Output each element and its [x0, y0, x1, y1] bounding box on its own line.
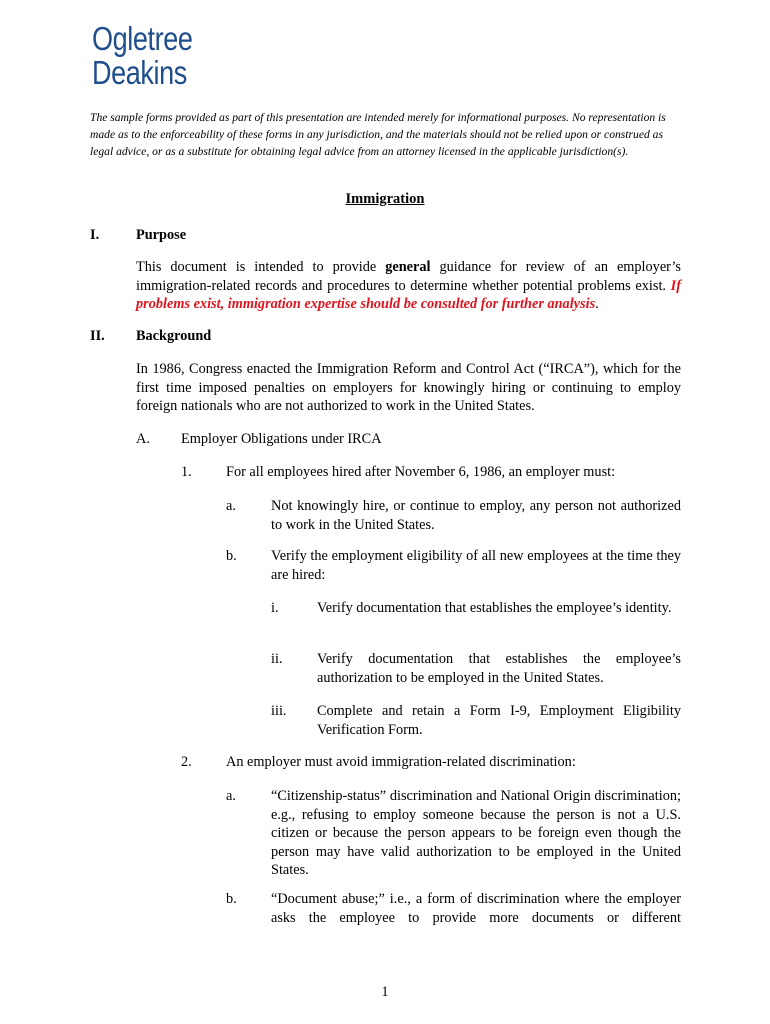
section-1-paragraph [136, 258, 681, 314]
purpose-text-start: This document is intended to provide [136, 259, 386, 275]
company-logo [92, 22, 193, 90]
item-2-text: An employer must avoid immigration-related discrimination: [226, 754, 576, 770]
section-1-heading: Purpose [136, 227, 187, 243]
item-ii-text: Verify documentation that establishes the employee’s authorization to be employed in the United States. [317, 651, 681, 686]
item-iii-text: Complete and retain a Form I-9, Employment Eligibility Verification Form. [317, 703, 681, 738]
section-1-number: I. [90, 227, 100, 243]
disclaimer: The sample forms provided as part of this presentation are intended merely for informational purposes. No representation is made as to the enforceability of these forms in any jurisdiction, and the materials should not be relied upon or construed as legal advice, or as a substitute for obtaining legal advice from an attorney licensed in the applicable jurisdiction(s). [90, 111, 666, 158]
section-2-paragraph: In 1986, Congress enacted the Immigration Reform and Control Act (“IRCA”), which for the first time imposed penalties on employers for knowingly hiring or continuing to employ foreign nationals who are not authorized to work in the United States. [136, 361, 681, 414]
item-ii-number: ii. [271, 651, 283, 667]
subsection-a-heading: Employer Obligations under IRCA [181, 431, 382, 447]
purpose-text-bold: general [385, 259, 431, 275]
item-2b-number: b. [226, 891, 237, 907]
item-i-text: Verify documentation that establishes the employee’s identity. [317, 600, 672, 616]
item-2b-text: “Document abuse;” i.e., a form of discrimination where the employer asks the employee to provide more documents or different [271, 891, 681, 926]
purpose-text-warning: If problems exist, immigration expertise should be consulted for further analysis [136, 277, 681, 312]
item-2a-number: a. [226, 788, 236, 804]
item-2-number: 2. [181, 754, 192, 770]
page-number: 1 [381, 984, 389, 1000]
subsection-a-number: A. [136, 431, 150, 447]
section-2-number: II. [90, 328, 105, 344]
purpose-text-end: . [595, 296, 599, 312]
item-2a-text: “Citizenship-status” discrimination and National Origin discrimination; e.g., refusing to employ someone because the person is not a U.S. citizen or because the person appears to be foreign even though the person may have valid authorization to be employed in the United States. [271, 788, 681, 878]
section-2-heading: Background [136, 328, 212, 344]
item-1-number: 1. [181, 464, 192, 480]
item-1a-number: a. [226, 498, 236, 514]
item-1b-text: Verify the employment eligibility of all new employees at the time they are hired: [271, 548, 681, 583]
item-i-number: i. [271, 600, 279, 616]
item-iii-number: iii. [271, 703, 287, 719]
logo-line-2: Deakins [92, 54, 187, 91]
item-1b-number: b. [226, 548, 237, 564]
item-1-text: For all employees hired after November 6, 1986, an employer must: [226, 464, 616, 480]
logo-line-1: Ogletree [92, 20, 193, 57]
document-title: Immigration [345, 191, 425, 207]
item-1a-text: Not knowingly hire, or continue to employ, any person not authorized to work in the United States. [271, 498, 681, 533]
purpose-text-middle: guidance for review of an employer’s immigration-related records and procedures to determine whether potential problems exist. [136, 259, 681, 294]
